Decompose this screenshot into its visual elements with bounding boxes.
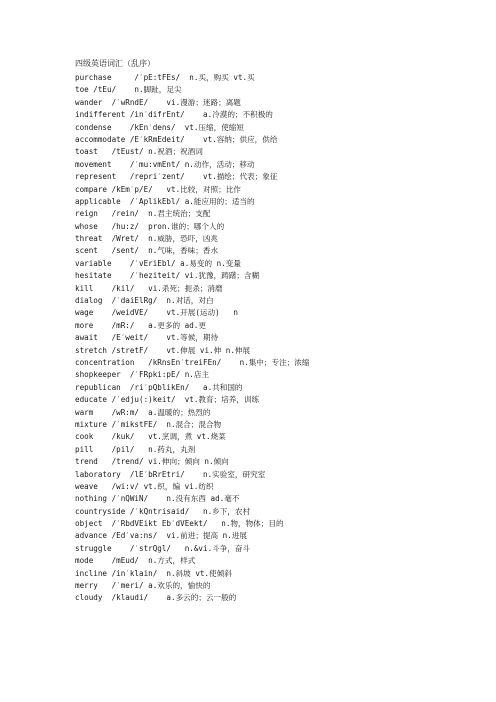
vocabulary-entry: applicable /ˊAplikEbl/ a.能应用的；适当的 xyxy=(75,196,255,206)
vocabulary-entry: movement /ˊmu:vmEnt/ n.动作，活动；移动 xyxy=(75,159,255,169)
vocabulary-entry: concentration /kRnsEnˊtreiFEn/ n.集中；专注；浓缩 xyxy=(75,357,310,367)
vocabulary-entry: more /mR:/ a.更多的 ad.更 xyxy=(75,320,206,330)
vocabulary-entry: compare /kEmˊp/E/ vt.比较，对照；比作 xyxy=(75,184,241,194)
vocabulary-entry: indifferent /inˊdifrEnt/ a.冷漠的；不积极的 xyxy=(75,110,273,120)
vocabulary-entry: variable /ˊvEriEbl/ a.易变的 n.变量 xyxy=(75,258,241,268)
vocabulary-entry: represent /repriˊzent/ vt.描绘；代表；象征 xyxy=(75,172,278,182)
vocabulary-entry: cloudy /klaudi/ a.多云的；云一般的 xyxy=(75,593,237,603)
vocabulary-entry: republican /riˊpQblikEn/ a.共和国的 xyxy=(75,382,243,392)
vocabulary-entry: object /ˊRbdVEikt EbˊdVEekt/ n.物，物体；目的 xyxy=(75,519,284,529)
vocabulary-entry: condense /kEnˊdens/ vt.压缩，使缩短 xyxy=(75,122,244,132)
vocabulary-list xyxy=(75,72,309,605)
vocabulary-entry: countryside /ˊkQntrisaid/ n.乡下，农村 xyxy=(75,506,251,516)
vocabulary-entry: purchase /ˊpE:tFEs/ n.买，购买 vt.买 xyxy=(75,73,255,82)
vocabulary-entry: trend /trend/ vi.伸向；倾向 n.倾向 xyxy=(75,457,229,467)
vocabulary-entry: laboratory /lEˊbRrEtri/ n.实验室，研究室 xyxy=(75,469,266,479)
vocabulary-entry: weave /wi:v/ vt.织，编 vi.纺织 xyxy=(75,481,214,491)
vocabulary-entry: incline /inˊklain/ n.斜坡 vt.使倾斜 xyxy=(75,568,232,578)
vocabulary-entry: warm /wR:m/ a.温暖的；热烈的 xyxy=(75,407,211,417)
vocabulary-entry: merry /ˊmeri/ a.欢乐的，愉快的 xyxy=(75,581,211,591)
vocabulary-entry: wage /weidVE/ vt.开展(运动) n xyxy=(75,308,238,318)
vocabulary-entry: dialog /ˊdaiElRg/ n.对话，对白 xyxy=(75,296,214,306)
vocabulary-entry: advance /Edˊva:ns/ vi.前进；提高 n.进展 xyxy=(75,531,248,541)
vocabulary-entry: hesitate /ˊheziteit/ vi.犹豫，踌躇；含糊 xyxy=(75,271,260,281)
vocabulary-entry: accommodate /EˊkRmEdeit/ vt.容纳；供应，供给 xyxy=(75,134,278,144)
vocabulary-entry: threat /Wret/ n.威胁，恐吓，凶兆 xyxy=(75,234,219,244)
vocabulary-entry: pill /pil/ n.药丸，丸剂 xyxy=(75,444,196,454)
vocabulary-entry: toast /tEust/ n.祝酒；祝酒词 xyxy=(75,147,203,157)
vocabulary-entry: whose /hu:z/ pron.谁的；哪个人的 xyxy=(75,221,225,231)
vocabulary-entry: shopkeeper /ˊFRpki:pE/ n.店主 xyxy=(75,370,210,380)
vocabulary-entry: wander /ˊwRndE/ vi.漫游；迷路；离题 xyxy=(75,97,241,107)
vocabulary-entry: nothing /ˊnQWiN/ n.没有东西 ad.毫不 xyxy=(75,494,240,504)
vocabulary-entry: educate /ˊedju(:)keit/ vt.教育；培养，训练 xyxy=(75,395,260,405)
vocabulary-entry: cook /kuk/ vt.烹调，煮 vt.烧菜 xyxy=(75,432,226,442)
vocabulary-entry: struggle /ˊstrQgl/ n.&vi.斗争，奋斗 xyxy=(75,543,251,553)
vocabulary-entry: mode /mEud/ n.方式，样式 xyxy=(75,556,196,566)
vocabulary-entry: await /Eˊweit/ vt.等候，期待 xyxy=(75,333,219,343)
vocabulary-entry: reign /rein/ n.君主统治；支配 xyxy=(75,209,211,219)
vocabulary-entry: stretch /stretF/ vt.伸展 vi.伸 n.伸展 xyxy=(75,345,251,355)
document-title: 四级英语词汇（乱序） xyxy=(75,59,155,68)
vocabulary-entry: mixture /ˊmikstFE/ n.混合；混合物 xyxy=(75,419,222,429)
vocabulary-entry: toe /tEu/ n.脚趾，足尖 xyxy=(75,85,182,95)
vocabulary-entry: scent /sent/ n.气味，香味；香水 xyxy=(75,246,219,256)
vocabulary-entry: kill /kil/ vi.杀死；扼杀；消磨 xyxy=(75,283,223,293)
